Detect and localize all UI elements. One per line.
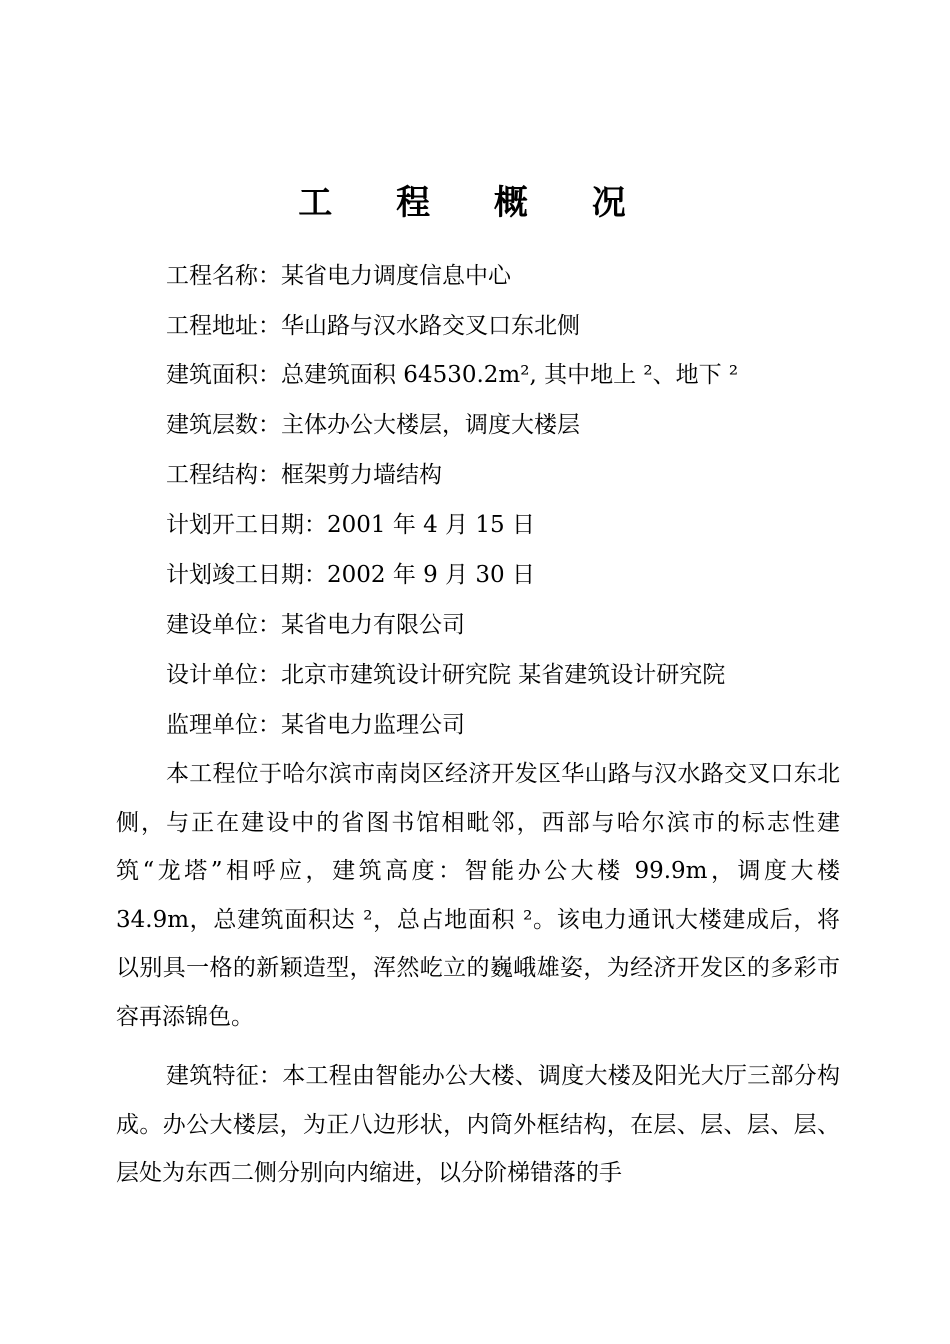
field-label: 计划竣工日期 [166, 562, 304, 588]
document-title: 工 程 概 况 [298, 183, 652, 223]
field-building-area: 建筑面积：总建筑面积 64530.2m², 其中地上 ²、地下 ² [166, 362, 739, 388]
field-value: 2001 年 4 月 15 日 [327, 512, 535, 538]
field-start-date: 计划开工日期：2001 年 4 月 15 日 [166, 512, 535, 538]
field-label: 设计单位 [166, 662, 258, 688]
field-owner: 建设单位：某省电力有限公司 [166, 612, 465, 638]
field-project-name: 工程名称：某省电力调度信息中心 [166, 263, 511, 289]
field-floor-count: 建筑层数：主体办公大楼层，调度大楼层 [166, 412, 580, 438]
field-project-address: 工程地址：华山路与汉水路交叉口东北侧 [166, 313, 580, 339]
field-label: 工程名称 [166, 263, 258, 289]
field-label: 建筑面积 [166, 362, 258, 388]
field-value: 主体办公大楼层，调度大楼层 [281, 412, 580, 438]
field-label: 工程结构 [166, 462, 258, 488]
field-label: 建筑层数 [166, 412, 258, 438]
field-value: 某省电力有限公司 [281, 612, 465, 638]
field-value: 华山路与汉水路交叉口东北侧 [281, 313, 580, 339]
paragraph-overview: 本工程位于哈尔滨市南岗区经济开发区华山路与汉水路交叉口东北侧，与正在建设中的省图书馆相毗邻，西部与哈尔滨市的标志性建筑“龙塔”相呼应，建筑高度：智能办公大楼 99.9m，调度大楼 34.9m，总建筑面积达 ²，总占地面积 ²。该电力通讯大楼建成后，将以别具一格的新颖造型，浑然屹立的巍峨雄姿，为经济开发区的多彩市容再添锦色。 [116, 761, 840, 1030]
field-completion-date: 计划竣工日期：2002 年 9 月 30 日 [166, 562, 535, 588]
field-label: 计划开工日期 [166, 512, 304, 538]
field-label: 建设单位 [166, 612, 258, 638]
field-label: 工程地址 [166, 313, 258, 339]
field-value: 某省电力监理公司 [281, 712, 465, 738]
field-value: 2002 年 9 月 30 日 [327, 562, 535, 588]
field-supervisor: 监理单位：某省电力监理公司 [166, 712, 465, 738]
field-designer: 设计单位：北京市建筑设计研究院 某省建筑设计研究院 [166, 662, 726, 688]
paragraph-features: 建筑特征：本工程由智能办公大楼、调度大楼及阳光大厅三部分构成。办公大楼层，为正八边形状，内筒外框结构，在层、层、层、层、层处为东西二侧分别向内缩进，以分阶梯错落的手 [116, 1063, 840, 1186]
field-value: 某省电力调度信息中心 [281, 263, 511, 289]
field-label: 监理单位 [166, 712, 258, 738]
field-structure: 工程结构：框架剪力墙结构 [166, 462, 442, 488]
field-value: 总建筑面积 64530.2m², 其中地上 ²、地下 ² [281, 362, 739, 388]
field-value: 框架剪力墙结构 [281, 462, 442, 488]
field-value: 北京市建筑设计研究院 某省建筑设计研究院 [281, 662, 726, 688]
